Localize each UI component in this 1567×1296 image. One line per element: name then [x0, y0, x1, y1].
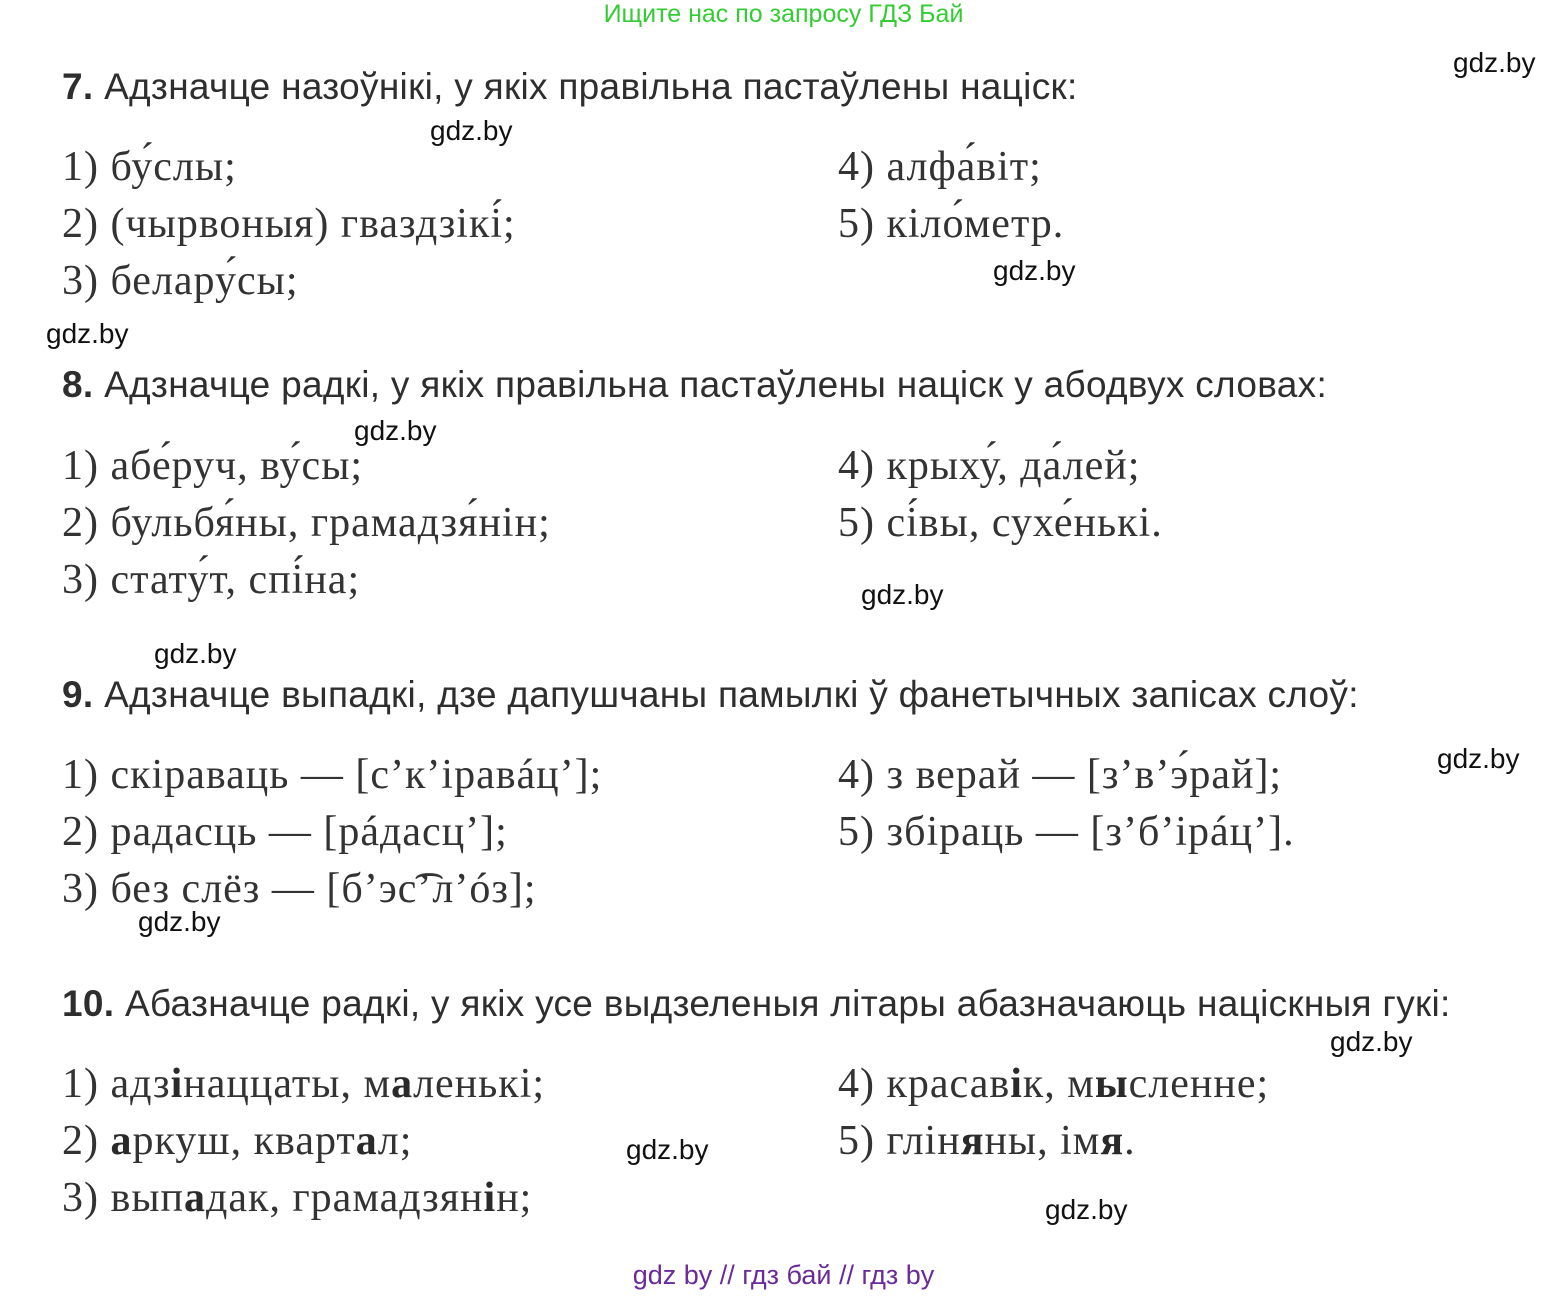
q7-option-4: 4) алфа́віт; [838, 144, 1042, 190]
watermark: gdz.by [138, 906, 221, 937]
watermark: gdz.by [46, 318, 129, 349]
watermark: gdz.by [1437, 743, 1520, 774]
q7-option-5: 5) кіло́метр. [838, 201, 1065, 247]
highlighted-letter: а [391, 1061, 414, 1107]
question-number: 10. [62, 983, 115, 1024]
q7-option-1: 1) бу́слы; [62, 144, 237, 190]
q9-option-1: 1) скіраваць — [с’к’іравáц’]; [62, 752, 603, 798]
question-7 [62, 66, 1078, 108]
highlighted-letter: і [483, 1175, 497, 1221]
q10-option-1: 1) адзінаццаты, маленькі; [62, 1061, 546, 1107]
q9-option-2: 2) радасць — [рáдасц’]; [62, 809, 508, 855]
watermark: gdz.by [354, 415, 437, 446]
top-banner[interactable]: Ищите нас по запросу ГДЗ Бай [603, 0, 964, 28]
question-number: 8. [62, 364, 94, 405]
q10-option-2: 2) аркуш, квартал; [62, 1118, 413, 1164]
question-9 [62, 674, 1359, 716]
watermark: gdz.by [1453, 47, 1536, 78]
watermark: gdz.by [861, 579, 944, 610]
q8-option-3: 3) стату́т, спі́на; [62, 557, 361, 603]
q10-option-3: 3) выпадак, грамадзянін; [62, 1175, 533, 1221]
question-10 [62, 983, 1451, 1025]
question-text: Адзначце выпадкі, дзе дапушчаны памылкі ў фанетычных запісах слоў: [104, 674, 1359, 715]
question-text: Адзначце назоўнікі, у якіх правільна пастаўлены націск: [104, 66, 1078, 107]
q8-option-1: 1) абе́руч, ву́сы; [62, 443, 364, 489]
highlighted-letter: а [184, 1175, 207, 1221]
question-8 [62, 364, 1327, 406]
watermark: gdz.by [154, 638, 237, 669]
q9-option-5: 5) збіраць — [з’б’ірáц’]. [838, 809, 1295, 855]
bottom-banner[interactable]: gdz by // гдз бай // гдз by [632, 1260, 935, 1290]
question-number: 7. [62, 66, 94, 107]
q7-option-3: 3) белару́сы; [62, 258, 299, 304]
q7-option-2: 2) (чырвоныя) гваздзікі́; [62, 201, 516, 247]
q8-option-5: 5) сі́вы, сухе́нькі. [838, 500, 1163, 546]
watermark: gdz.by [1330, 1026, 1413, 1057]
q8-option-4: 4) крыху́, да́лей; [838, 443, 1141, 489]
highlighted-letter: а [355, 1118, 378, 1164]
question-text: Адзначце радкі, у якіх правільна пастаўлены націск у абодвух словах: [104, 364, 1328, 405]
highlighted-letter: я [1100, 1118, 1125, 1164]
question-number: 9. [62, 674, 94, 715]
highlighted-letter: ы [1094, 1061, 1129, 1107]
watermark: gdz.by [626, 1134, 709, 1165]
q8-option-2: 2) бульбя́ны, грамадзя́нін; [62, 500, 551, 546]
q10-option-4: 4) красавік, мысленне; [838, 1061, 1270, 1107]
highlighted-letter: і [1010, 1061, 1023, 1107]
highlighted-letter: а [110, 1118, 133, 1164]
highlighted-letter: я [960, 1118, 985, 1164]
q9-option-4: 4) з верай — [з’в’э́рай]; [838, 752, 1283, 798]
q10-option-5: 5) гліняны, імя. [838, 1118, 1136, 1164]
watermark: gdz.by [430, 115, 513, 146]
watermark: gdz.by [1045, 1194, 1128, 1225]
highlighted-letter: і [170, 1061, 184, 1107]
q9-option-3: 3) без слёз — [б’эс͡’л’óз]; [62, 866, 537, 912]
watermark: gdz.by [993, 255, 1076, 286]
question-text: Абазначце радкі, у якіх усе выдзеленыя літары абазначаюць націскныя гукі: [124, 983, 1451, 1024]
